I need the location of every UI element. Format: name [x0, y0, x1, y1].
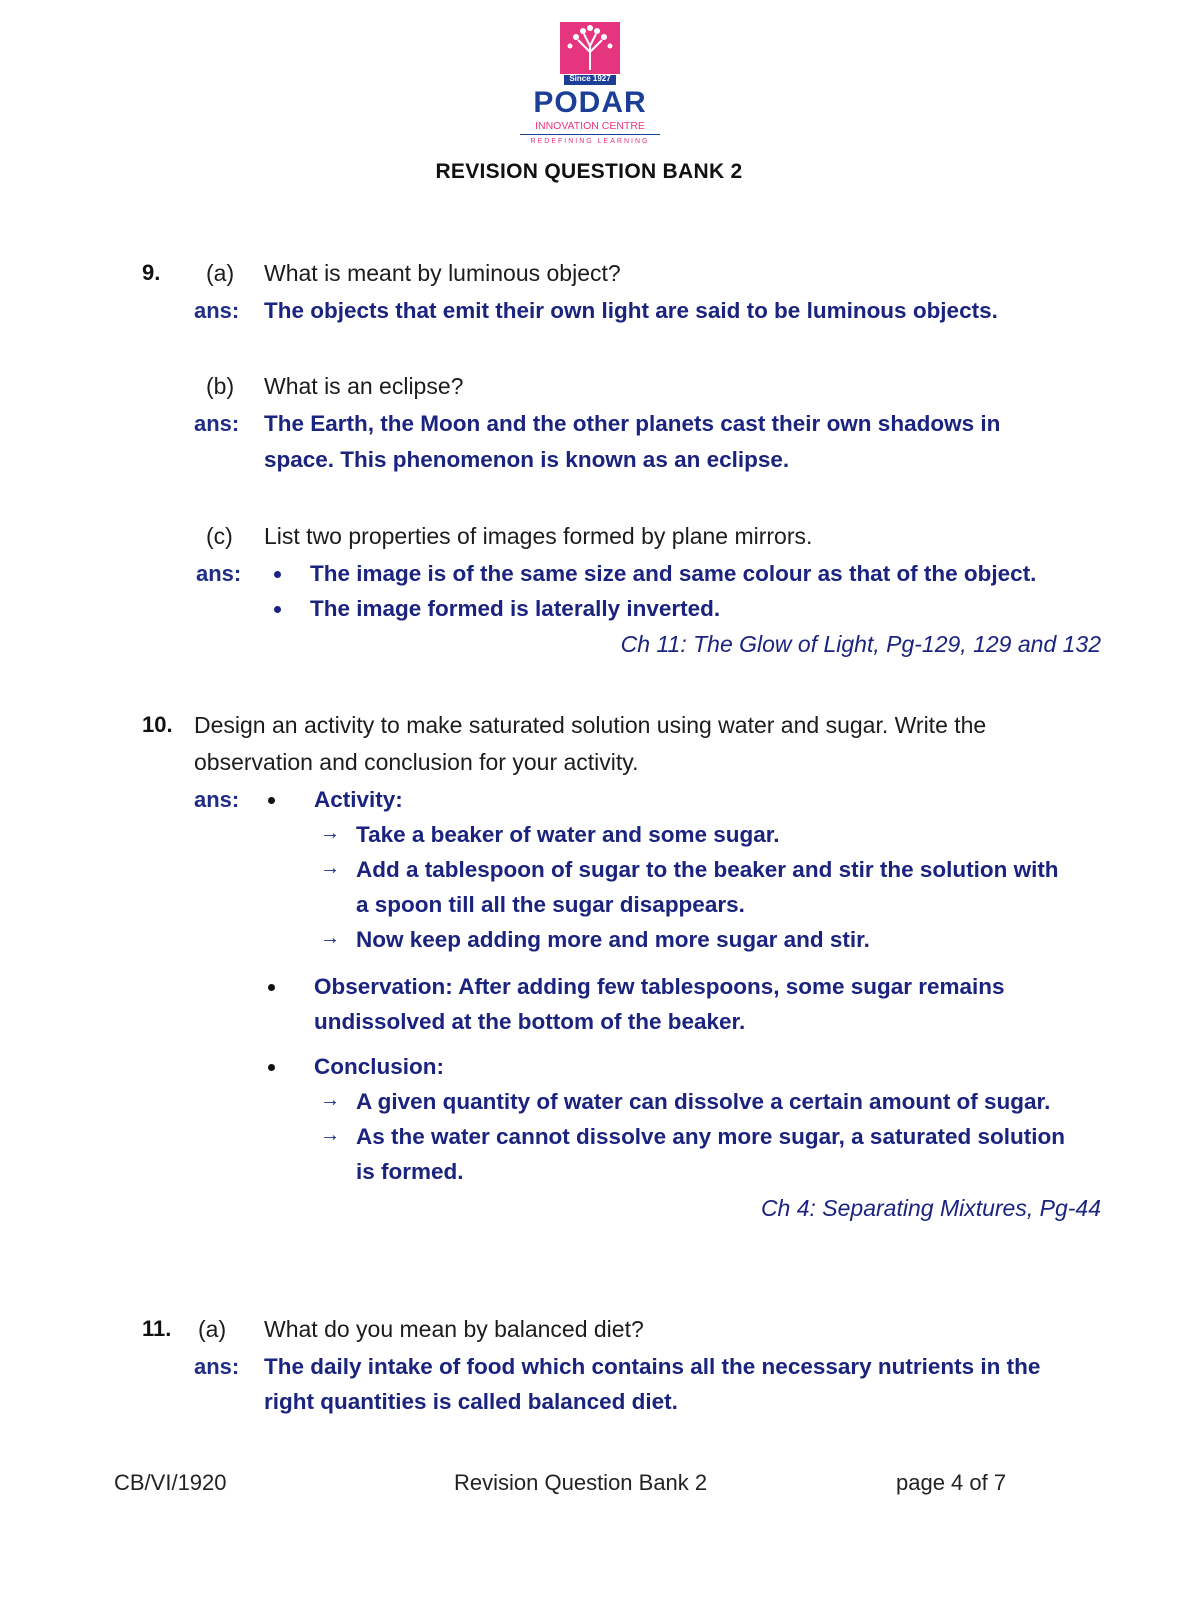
answer-text: The Earth, the Moon and the other planets cast their own shadows in [264, 411, 1001, 436]
sub-question-label: (b) [206, 373, 235, 399]
logo-tagline: REDEFINING LEARNING [530, 138, 650, 145]
answer-text: space. This phenomenon is known as an eclipse. [264, 447, 790, 472]
activity-heading: Activity: [314, 787, 403, 812]
bullet-icon [268, 984, 275, 991]
page-title: REVISION QUESTION BANK 2 [435, 160, 743, 183]
arrow-right-icon: → [320, 857, 340, 879]
question-text: Design an activity to make saturated solution using water and sugar. Write the [194, 712, 987, 738]
bullet-icon [274, 571, 281, 578]
activity-step: Take a beaker of water and some sugar. [356, 822, 780, 847]
bullet-icon [268, 1064, 275, 1071]
activity-step: a spoon till all the sugar disappears. [356, 892, 745, 917]
question-text: List two properties of images formed by plane mirrors. [264, 523, 813, 549]
activity-step: Add a tablespoon of sugar to the beaker and stir the solution with [356, 857, 1059, 882]
observation-text: Observation: After adding few tablespoons, some sugar remains [314, 974, 1005, 999]
conclusion-point: A given quantity of water can dissolve a certain amount of sugar. [356, 1089, 1051, 1114]
logo-divider [520, 134, 660, 135]
logo-name: PODAR [533, 86, 647, 119]
question-text: What do you mean by balanced diet? [264, 1316, 644, 1342]
answer-point: The image formed is laterally inverted. [310, 596, 721, 621]
conclusion-point: is formed. [356, 1159, 464, 1184]
observation-text: undissolved at the bottom of the beaker. [314, 1009, 746, 1034]
page-number: page 4 of 7 [896, 1470, 1007, 1495]
arrow-right-icon: → [320, 927, 340, 949]
answer-label: ans: [196, 561, 242, 586]
conclusion-point: As the water cannot dissolve any more sugar, a saturated solution [356, 1124, 1065, 1149]
answer-point: The image is of the same size and same colour as that of the object. [310, 561, 1037, 586]
arrow-right-icon: → [320, 1124, 340, 1146]
sub-question-label: (a) [198, 1316, 227, 1342]
question-number: 9. [142, 260, 161, 285]
answer-text: The daily intake of food which contains all the necessary nutrients in the [264, 1354, 1041, 1379]
footer-code: CB/VI/1920 [114, 1470, 227, 1495]
footer-title: Revision Question Bank 2 [454, 1470, 708, 1495]
answer-label: ans: [194, 787, 240, 812]
answer-text: The objects that emit their own light are said to be luminous objects. [264, 298, 998, 323]
chapter-reference: Ch 11: The Glow of Light, Pg-129, 129 and 132 [620, 631, 1101, 657]
activity-step: Now keep adding more and more sugar and stir. [356, 927, 870, 952]
bullet-icon [268, 797, 275, 804]
arrow-right-icon: → [320, 1089, 340, 1111]
sub-question-label: (c) [206, 523, 233, 549]
question-text: What is meant by luminous object? [264, 260, 621, 286]
conclusion-heading: Conclusion: [314, 1054, 444, 1079]
answer-label: ans: [194, 411, 240, 436]
question-text: observation and conclusion for your activity. [194, 749, 639, 775]
question-number: 11. [142, 1316, 172, 1341]
answer-text: right quantities is called balanced diet. [264, 1389, 678, 1414]
chapter-reference: Ch 4: Separating Mixtures, Pg-44 [760, 1195, 1101, 1221]
logo-since: Since 1927 [569, 74, 611, 83]
arrow-right-icon: → [320, 822, 340, 844]
sub-question-label: (a) [206, 260, 235, 286]
logo [514, 22, 666, 152]
bullet-icon [274, 606, 281, 613]
logo-subtitle: INNOVATION CENTRE [535, 120, 645, 132]
answer-label: ans: [194, 1354, 240, 1379]
question-number: 10. [142, 712, 173, 737]
answer-label: ans: [194, 298, 240, 323]
question-text: What is an eclipse? [264, 373, 464, 399]
